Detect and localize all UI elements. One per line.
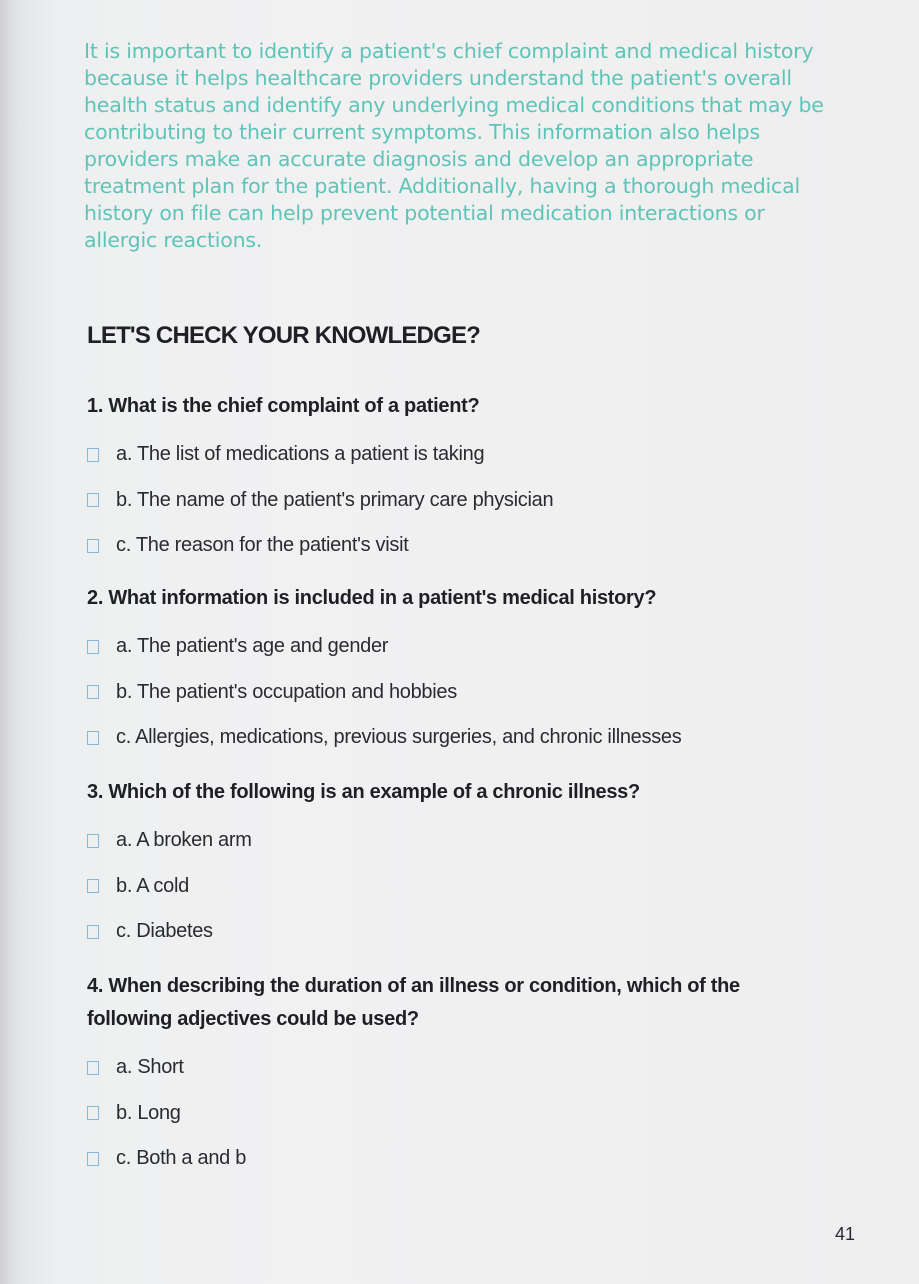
- question-text: 1. What is the chief complaint of a patient?: [87, 395, 480, 417]
- checkbox-icon[interactable]: [87, 731, 99, 745]
- option-label: b. A cold: [116, 874, 189, 897]
- option-label: c. Both a and b: [116, 1147, 247, 1170]
- checkbox-icon[interactable]: [87, 834, 99, 848]
- page-number: 41: [834, 1224, 855, 1244]
- option-label: b. The name of the patient's primary care physician: [116, 488, 554, 511]
- checkbox-icon[interactable]: [87, 448, 99, 462]
- checkbox-icon[interactable]: [87, 640, 99, 654]
- question-text: 2. What information is included in a patient's medical history?: [87, 587, 657, 609]
- question-text: 3. Which of the following is an example of a chronic illness?: [87, 781, 640, 803]
- question-text: 4. When describing the duration of an illness or condition, which of the following adjectives could be used?: [87, 975, 740, 1030]
- option-label: a. The patient's age and gender: [116, 635, 389, 658]
- checkbox-icon[interactable]: [87, 539, 99, 553]
- option-4a[interactable]: [87, 1045, 787, 1091]
- option-label: c. Allergies, medications, previous surgeries, and chronic illnesses: [116, 726, 682, 749]
- checkbox-icon[interactable]: [87, 879, 99, 893]
- section-heading: LET'S CHECK YOUR KNOWLEDGE?: [87, 322, 481, 349]
- question-1: [87, 390, 787, 569]
- option-1a[interactable]: [87, 432, 787, 478]
- question-3: [87, 776, 787, 955]
- checkbox-icon[interactable]: [87, 493, 99, 507]
- option-2c[interactable]: [87, 715, 787, 761]
- option-4b[interactable]: [87, 1091, 787, 1137]
- option-label: c. Diabetes: [116, 920, 213, 943]
- question-4: [87, 970, 787, 1182]
- option-4c[interactable]: [87, 1136, 787, 1182]
- question-2: [87, 582, 787, 761]
- option-2a[interactable]: [87, 624, 787, 670]
- option-label: c. The reason for the patient's visit: [116, 534, 409, 557]
- checkbox-icon[interactable]: [87, 1106, 99, 1120]
- checkbox-icon[interactable]: [87, 685, 99, 699]
- option-label: a. Short: [116, 1056, 184, 1079]
- option-label: a. A broken arm: [116, 829, 252, 852]
- option-label: b. Long: [116, 1101, 181, 1124]
- option-label: a. The list of medications a patient is taking: [116, 443, 485, 466]
- intro-paragraph: It is important to identify a patient's chief complaint and medical history because it helps healthcare providers understand the patient's overall health status and identify any underlying medical conditions that may be contributing to their current symptoms. This information also helps providers make an accurate diagnosis and develop an appropriate treatment plan for the patient. Additionally, having a thorough medical history on file can help prevent potential medication interactions or allergic reactions.: [84, 39, 824, 252]
- option-label: b. The patient's occupation and hobbies: [116, 680, 457, 703]
- checkbox-icon[interactable]: [87, 1152, 99, 1166]
- option-3b[interactable]: [87, 864, 787, 910]
- option-3c[interactable]: [87, 909, 787, 955]
- option-1c[interactable]: [87, 523, 787, 569]
- option-3a[interactable]: [87, 818, 787, 864]
- checkbox-icon[interactable]: [87, 1061, 99, 1075]
- option-2b[interactable]: [87, 670, 787, 716]
- checkbox-icon[interactable]: [87, 925, 99, 939]
- option-1b[interactable]: [87, 478, 787, 524]
